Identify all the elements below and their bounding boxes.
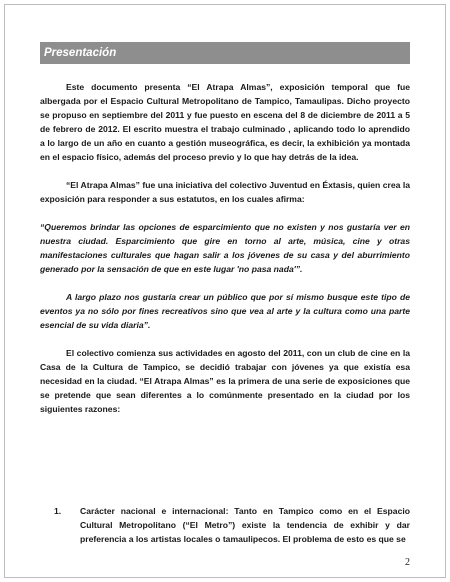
- quote-statute-2: A largo plazo nos gustaría crear un público que por sí mismo busque este tipo de eventos ya no sólo por fines recreativos sino que vea al arte y la cultura como una parte esencial de su vida diaria”.: [40, 292, 410, 330]
- page-number: 2: [405, 557, 410, 568]
- document-body: [40, 80, 410, 430]
- quote-statute-1: “Queremos brindar las opciones de esparcimiento que no existen y nos gustaría ver en nuestra ciudad. Esparcimiento que gire en torno al arte, música, cine y otras manifestaciones culturales que hagan salir a los jóvenes de su casa y del aburrimiento generado por la sensación de que en este lugar 'no pasa nada'”.: [40, 222, 410, 274]
- list-item: [40, 504, 410, 546]
- paragraph-collective: El colectivo comienza sus actividades en agosto del 2011, con un club de cine en la Casa de la Cultura de Tampico, se decidió trabajar con jóvenes ya que existía esa necesidad en la ciudad. “El Atrapa Almas” es la primera de una serie de exposiciones que se pretende que sean diferentes a lo comúnmente presentado en la ciudad por los siguientes razones:: [40, 348, 410, 414]
- section-header: [40, 42, 410, 64]
- paragraph-initiative: “El Atrapa Almas” fue una iniciativa del colectivo Juventud en Éxtasis, quien crea la exposición para responder a sus estatutos, en los cuales afirma:: [40, 180, 410, 204]
- list-text: Carácter nacional e internacional: Tanto en Tampico como en el Espacio Cultural Metropolitano (“El Metro”) existe la tendencia de exhibir y dar preferencia a los artistas locales o tamaulipecos. El problema de esto es que se: [80, 506, 410, 544]
- paragraph-intro: Este documento presenta “El Atrapa Almas”, exposición temporal que fue albergada por el Espacio Cultural Metropolitano de Tampico, Tamaulipas. Dicho proyecto se propuso en septiembre del 2011 y fue puesto en escena del 8 de diciembre de 2011 a 5 de febrero de 2012. El escrito muestra el trabajo culminado , aplicando todo lo aprendido a lo largo de un año en cuanto a gestión museográfica, es decir, la exhibición ya montada en el espacio físico, además del proceso previo y lo que hay detrás de la idea.: [40, 82, 410, 162]
- reasons-list: [40, 504, 410, 546]
- list-number: 1.: [54, 506, 62, 516]
- section-title: Presentación: [44, 47, 117, 59]
